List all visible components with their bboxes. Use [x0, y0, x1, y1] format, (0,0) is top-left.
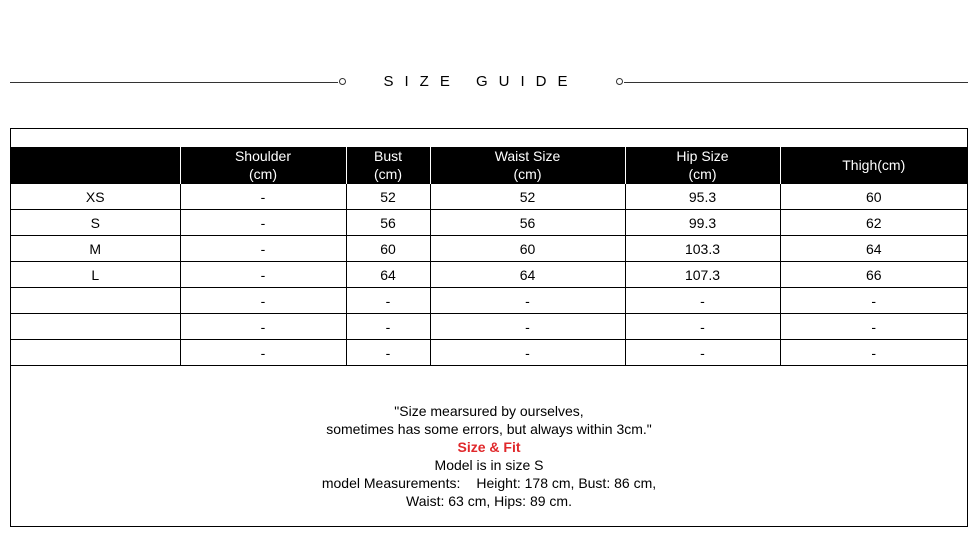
- column-header: [625, 147, 780, 184]
- column-header-label: Thigh(cm): [842, 157, 906, 173]
- measurement-cell: -: [346, 288, 430, 314]
- table-row: [11, 262, 967, 288]
- table-body: [11, 184, 967, 366]
- measurement-cell: 64: [780, 236, 967, 262]
- title-circle-right-icon: [616, 78, 623, 85]
- measurement-cell: 103.3: [625, 236, 780, 262]
- table-row: [11, 184, 967, 210]
- measurement-cell: 60: [780, 184, 967, 210]
- size-label-cell: [11, 340, 180, 366]
- size-guide-title-bar: [10, 72, 968, 92]
- measurement-cell: -: [780, 314, 967, 340]
- column-header-unit: (cm): [374, 166, 402, 182]
- column-header: [780, 147, 967, 184]
- measurement-cell: -: [180, 210, 346, 236]
- measurement-cell: 95.3: [625, 184, 780, 210]
- measurement-cell: 62: [780, 210, 967, 236]
- column-header-label: Waist Size: [494, 148, 561, 164]
- measurement-cell: -: [180, 184, 346, 210]
- note-quote-line-2: sometimes has some errors, but always within 3cm.": [326, 421, 652, 437]
- measurement-cell: -: [180, 340, 346, 366]
- size-label-cell: [11, 314, 180, 340]
- model-measurements-line-2: Waist: 63 cm, Hips: 89 cm.: [406, 493, 572, 509]
- column-header-unit: (cm): [513, 166, 542, 182]
- model-measurements-line: [11, 474, 967, 492]
- measurement-cell: -: [430, 288, 625, 314]
- column-header: [430, 147, 625, 184]
- measurement-cell: -: [430, 314, 625, 340]
- table-row: [11, 314, 967, 340]
- measurement-cell: -: [625, 288, 780, 314]
- size-label-cell: XS: [11, 184, 180, 210]
- table-row: [11, 288, 967, 314]
- size-fit-heading: Size & Fit: [457, 439, 521, 455]
- column-header-unit: (cm): [688, 166, 717, 182]
- column-header-label: Shoulder: [234, 148, 292, 164]
- column-header: [11, 147, 180, 184]
- size-label-cell: S: [11, 210, 180, 236]
- column-header: [180, 147, 346, 184]
- size-chart-box: [10, 128, 968, 527]
- measurement-cell: 56: [430, 210, 625, 236]
- table-row: [11, 236, 967, 262]
- measurement-cell: 64: [430, 262, 625, 288]
- measurement-cell: -: [780, 340, 967, 366]
- size-notes: [11, 402, 967, 510]
- column-header-label: Bust: [373, 148, 402, 164]
- size-label-cell: L: [11, 262, 180, 288]
- title-divider-left: [10, 82, 338, 83]
- measurement-cell: 60: [430, 236, 625, 262]
- table-header-row: [11, 147, 967, 184]
- measurement-cell: -: [180, 288, 346, 314]
- measurement-cell: 99.3: [625, 210, 780, 236]
- title-circle-left-icon: [339, 78, 346, 85]
- size-label-cell: [11, 288, 180, 314]
- measurement-cell: -: [346, 314, 430, 340]
- measurement-cell: -: [625, 340, 780, 366]
- size-table: [11, 147, 967, 366]
- measurement-cell: -: [780, 288, 967, 314]
- measurement-cell: 66: [780, 262, 967, 288]
- measurement-cell: -: [346, 340, 430, 366]
- measurement-cell: 64: [346, 262, 430, 288]
- measurement-cell: -: [180, 262, 346, 288]
- title-divider-right: [624, 82, 968, 83]
- table-row: [11, 340, 967, 366]
- model-measurements-label: model Measurements:: [321, 475, 461, 491]
- model-measurements-values: Height: 178 cm, Bust: 86 cm,: [476, 475, 657, 491]
- measurement-cell: -: [180, 236, 346, 262]
- column-header-label: Hip Size: [676, 148, 729, 164]
- table-row: [11, 210, 967, 236]
- model-size-text: Model is in size S: [434, 457, 544, 473]
- measurement-cell: 52: [430, 184, 625, 210]
- measurement-cell: -: [625, 314, 780, 340]
- measurement-cell: 56: [346, 210, 430, 236]
- measurement-cell: -: [430, 340, 625, 366]
- column-header: [346, 147, 430, 184]
- note-quote-line-1: "Size mearsured by ourselves,: [394, 403, 584, 419]
- size-label-cell: M: [11, 236, 180, 262]
- measurement-cell: 107.3: [625, 262, 780, 288]
- measurement-cell: 60: [346, 236, 430, 262]
- page-title: SIZE GUIDE: [383, 73, 579, 90]
- measurement-cell: 52: [346, 184, 430, 210]
- column-header-unit: (cm): [249, 166, 277, 182]
- measurement-cell: -: [180, 314, 346, 340]
